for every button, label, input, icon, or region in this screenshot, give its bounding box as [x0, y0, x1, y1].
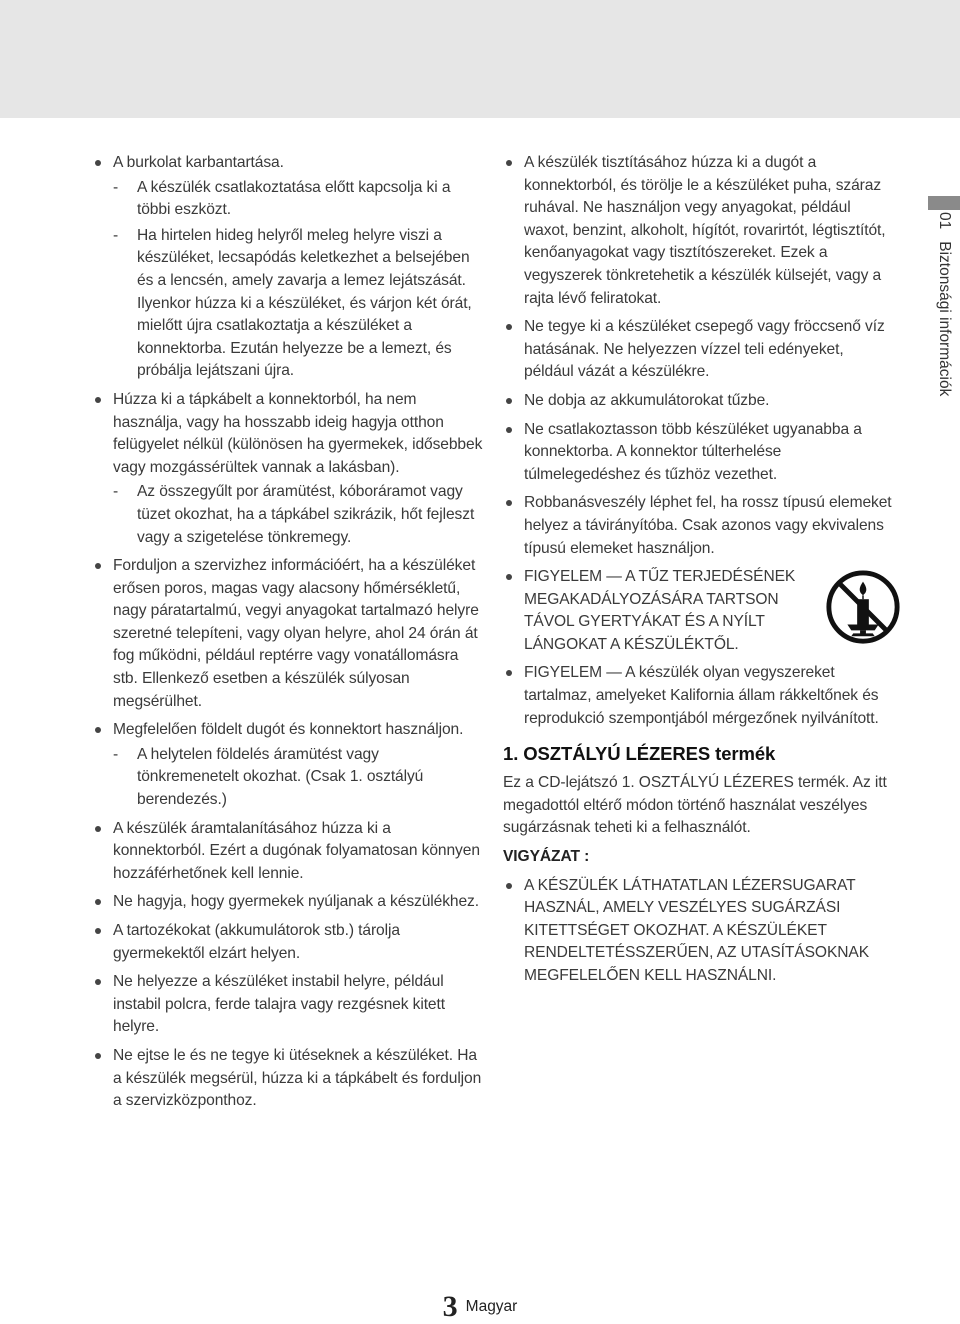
laser-paragraph: Ez a CD-lejátszó 1. OSZTÁLYÚ LÉZERES termék. Az itt megadottól eltérő módon történő használat veszélyes sugárzásnak teheti ki a felhasználót. [503, 774, 887, 837]
bullet-text: Ne helyezze a készüléket instabil helyre, például instabil polcra, ferde talajra vagy rezgésnek kitett helyre. [113, 973, 445, 1036]
side-tab-marker [928, 196, 960, 210]
list-item [92, 719, 484, 811]
bullet-text: Ne dobja az akkumulátorokat tűzbe. [524, 391, 770, 409]
list-item [503, 492, 895, 560]
sub-item: - A készülék csatlakoztatása előtt kapcsolja ki a többi eszközt. [113, 178, 451, 219]
list-item [92, 1045, 484, 1113]
list-item [92, 555, 484, 713]
top-band [0, 0, 960, 118]
chapter-title: Biztonsági információk [936, 241, 953, 397]
bullet-text: Robbanásveszély léphet fel, ha rossz típusú elemeket helyez a távirányítóba. Csak azonos vagy ekvivalens típusú elemeket használjon. [524, 494, 892, 557]
bullet-text: Ne ejtse le és ne tegye ki ütéseknek a készüléket. Ha a készülék megsérül, húzza ki a tápkábelt és forduljon a szervizközponthoz. [113, 1046, 482, 1110]
side-tab-label [928, 212, 960, 452]
no-candle-icon [824, 568, 902, 646]
page-language: Magyar [465, 1298, 518, 1315]
list-item [503, 662, 895, 730]
bullet-text: Ne hagyja, hogy gyermekek nyúljanak a készülékhez. [113, 893, 479, 911]
sub-list [113, 481, 484, 549]
list-item [503, 152, 895, 310]
caution-list [503, 875, 895, 988]
list-item [503, 875, 895, 988]
page-number: 3 [442, 1290, 458, 1323]
sub-item-text: A helytelen földelés áramütést vagy tönkremenetelt okozhat. (Csak 1. osztályú berendezés.) [137, 745, 424, 809]
left-column [92, 152, 484, 1119]
bullet-text: Ne csatlakoztasson több készüléket ugyanabba a konnektorba. A konnektor túlterhelése túlmelegedéshez és tűzhöz vezethet. [524, 420, 862, 483]
bullet-text: Megfelelően földelt dugót és konnektort használjon. [113, 721, 464, 739]
list-item [92, 891, 484, 914]
sub-item: - Ha hirtelen hideg helyről meleg helyre viszi a készüléket, lecsapódás keletkezhet a belsejében és a lencsén, amely zavarja a lemez lejátszását. Ilyenkor húzza ki a készüléket, és várjon két órát, mielőtt újra csatlakoztatja a készüléket a konnektorba. Ezután helyezze be a lemezt, és próbálja lejátszani újra. [113, 226, 472, 380]
bullet-text: A készülék tisztításához húzza ki a dugót a konnektorból, és törölje le a készüléket puha, száraz ruhával. Ne használjon vegy anyagokat, például waxot, benzint, alkoholt, hígítót, rovarirtót, légtisztítót, kenőanyagokat vagy tisztítószereket. Ezek a vegyszerek tönkretehetik a készülék külsejét, vagy a rajta lévő feliratokat. [524, 154, 886, 307]
bullet-text: Forduljon a szervizhez információért, ha a készüléket erősen poros, magas vagy alacsony hőmérsékletű, nagy páratartalmú, vegyi anyagokat tartalmazó helyre szeretné telepíteni, vagy olyan helyre, ahol 24 órán át fog működni, például reptérre vagy vonatállomásra stb. Ellenkező esetben a készülék súlyosan megsérülhet. [113, 557, 479, 710]
right-bullet-list [503, 152, 895, 730]
caution-label: VIGYÁZAT : [503, 848, 590, 866]
list-item [503, 390, 895, 413]
sub-item: - A helytelen földelés áramütést vagy tönkremenetelt okozhat. (Csak 1. osztályú berendezés.) [113, 745, 424, 809]
list-item [92, 389, 484, 549]
page-footer [0, 1290, 960, 1324]
list-item [92, 971, 484, 1039]
sub-list [113, 744, 484, 812]
bullet-text: FIGYELEM — A TŰZ TERJEDÉSÉNEK MEGAKADÁLYOZÁSÁRA TARTSON TÁVOL GYERTYÁKAT ÉS A NYÍLT LÁNGOKAT A KÉSZÜLÉKTŐL. [524, 568, 796, 653]
bullet-text: A burkolat karbantartása. [113, 154, 284, 171]
sub-item-text: Az összegyűlt por áramütést, kóboráramot vagy tüzet okozhat, ha a tápkábel szikrázik, hőt fejleszt vagy a szigetelése tönkremegy. [137, 483, 475, 546]
list-item [503, 316, 895, 384]
sub-list [113, 177, 484, 383]
bullet-text: A KÉSZÜLÉK LÁTHATATLAN LÉZERSUGARAT HASZNÁL, AMELY VESZÉLYES SUGÁRZÁSI KITETTSÉGET OKOZHAT. A KÉSZÜLÉKET RENDELTETÉSSZERŰEN, AZ UTASÍTÁSOKNAK MEGFELELŐEN KELL HASZNÁLNI. [524, 876, 870, 984]
list-item [92, 152, 484, 383]
list-item [503, 419, 895, 487]
list-item-fire-warning [503, 566, 895, 656]
list-item [92, 818, 484, 886]
list-item [92, 920, 484, 965]
left-bullet-list [92, 152, 484, 1113]
bullet-text: A tartozékokat (akkumulátorok stb.) tárolja gyermekektől elzárt helyen. [113, 922, 400, 962]
bullet-text: FIGYELEM — A készülék olyan vegyszereket tartalmaz, amelyeket Kalifornia állam rákkeltőnek és reprodukció szempontjából mérgezőnek nyilvánított. [524, 664, 879, 727]
bullet-text: Ne tegye ki a készüléket csepegő vagy fröccsenő víz hatásának. Ne helyezzen vízzel teli edényeket, például vázát a készülékre. [524, 318, 885, 381]
sub-item: - Az összegyűlt por áramütést, kóboráramot vagy tüzet okozhat, ha a tápkábel szikrázik, hőt fejleszt vagy a szigetelése tönkremegy. [113, 483, 475, 546]
chapter-number: 01 [936, 212, 953, 230]
bullet-text: A készülék áramtalanításához húzza ki a konnektorból. Ezért a dugónak folyamatosan könnyen hozzáférhetőnek kell lennie. [113, 819, 480, 882]
right-column [503, 152, 895, 994]
sub-item-text: Ha hirtelen hideg helyről meleg helyre viszi a készüléket, lecsapódás keletkezhet a belsejében és a lencsén, amely zavarja a lemez lejátszását. Ilyenkor húzza ki a készüléket, és várjon két órát, mielőtt újra csatlakoztatja a készüléket a konnektorba. Ezután helyezze be a lemezt, és próbálja lejátszani újra. [137, 226, 472, 380]
bullet-text: Húzza ki a tápkábelt a konnektorból, ha nem használja, vagy ha hosszabb ideig hagyja otthon felügyelet nélkül (különösen ha gyermekek, idősebbek vagy mozgássérültek vannak a lakásban). [113, 390, 483, 476]
laser-heading: 1. OSZTÁLYÚ LÉZERES termék [503, 743, 776, 765]
sub-item-text: A készülék csatlakoztatása előtt kapcsolja ki a többi eszközt. [137, 178, 451, 219]
